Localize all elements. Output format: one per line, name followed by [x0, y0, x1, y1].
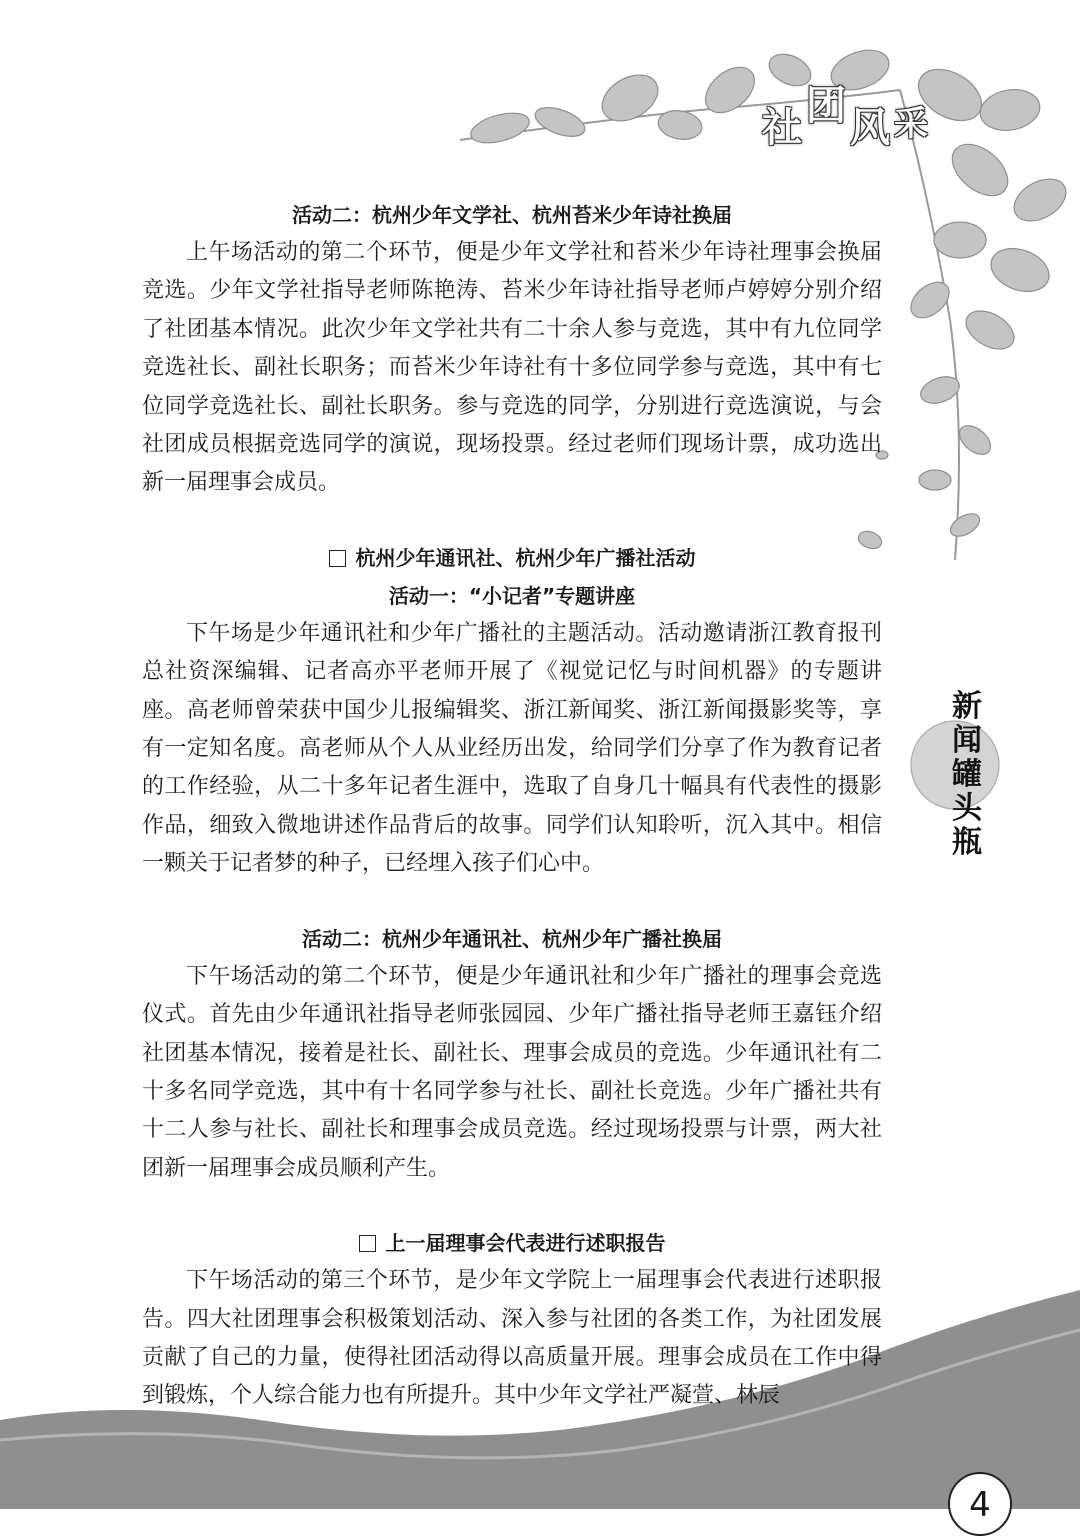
- checkbox-icon: [359, 1235, 376, 1252]
- header-char: 社: [762, 105, 806, 151]
- side-label-char: 罐: [952, 757, 982, 792]
- section-title: [142, 539, 882, 577]
- checkbox-icon: [329, 550, 346, 567]
- activity-heading: 活动二：杭州少年通讯社、杭州少年广播社换届: [302, 926, 722, 951]
- section-title-text: 上一届理事会代表进行述职报告: [385, 1231, 666, 1256]
- side-label-char: 瓶: [952, 825, 982, 860]
- paragraph: 下午场是少年通讯社和少年广播社的主题活动。活动邀请浙江教育报刊总社资深编辑、记者高亦平老师开展了《视觉记忆与时间机器》的专题讲座。高老师曾荣获中国少儿报编辑奖、浙江新闻奖、浙江新闻摄影奖等，享有一定知名度。高老师从个人从业经历出发，给同学们分享了作为教育记者的工作经验，从二十多年记者生涯中，选取了自身几十幅具有代表性的摄影作品，细致入微地讲述作品背后的故事。同学们认知聆听，沉入其中。相信一颗关于记者梦的种子，已经埋入孩子们心中。: [142, 620, 882, 877]
- side-label-char: 新: [952, 689, 982, 724]
- side-label-char: 头: [952, 791, 982, 826]
- section-title: [142, 1224, 882, 1262]
- page-number: 4: [948, 1472, 1012, 1536]
- activity-heading: 活动一：“小记者”专题讲座: [388, 583, 636, 608]
- section-title-text: 杭州少年通讯社、杭州少年广播社活动: [355, 545, 696, 570]
- header-char: 团: [806, 83, 850, 129]
- side-column-label: [938, 690, 996, 860]
- header-char: 风: [850, 105, 894, 151]
- activity-heading: 活动二：杭州少年文学社、杭州苔米少年诗社换届: [292, 203, 732, 227]
- header-char: 采: [894, 104, 932, 144]
- paragraph: 下午场活动的第二个环节，便是少年通讯社和少年广播社的理事会竞选仪式。首先由少年通讯社指导老师张园园、少年广播社指导老师王嘉钰介绍社团基本情况，接着是社长、副社长、理事会成员的竞选。少年通讯社有二十多名同学竞选，其中有十名同学参与社长、副社长竞选。少年广播社共有十二人参与社长、副社长和理事会成员竞选。经过现场投票与计票，两大社团新一届理事会成员顺利产生。: [142, 963, 882, 1181]
- paragraph: 下午场活动的第三个环节，是少年文学院上一届理事会代表进行述职报告。四大社团理事会积极策划活动、深入参与社团的各类工作，为社团发展贡献了自己的力量，使得社团活动得以高质量开展。理事会成员在工作中得到锻炼，个人综合能力也有所提升。其中少年文学社严凝萱、林辰: [142, 1268, 882, 1409]
- paragraph: 上午场活动的第二个环节，便是少年文学社和苔米少年诗社理事会换届竞选。少年文学社指导老师陈艳涛、苔米少年诗社指导老师卢婷婷分别介绍了社团基本情况。此次少年文学社共有二十余人参与竞选，其中有九位同学竞选社长、副社长职务；而苔米少年诗社有十多位同学参与竞选，其中有七位同学竞选社长、副社长职务。参与竞选的同学，分别进行竞选演说，与会社团成员根据竞选同学的演说，现场投票。经过老师们现场计票，成功选出新一届理事会成员。: [142, 240, 882, 496]
- article-body: [142, 196, 882, 1416]
- side-label-char: 闻: [952, 723, 982, 758]
- page-header-title: [762, 83, 962, 156]
